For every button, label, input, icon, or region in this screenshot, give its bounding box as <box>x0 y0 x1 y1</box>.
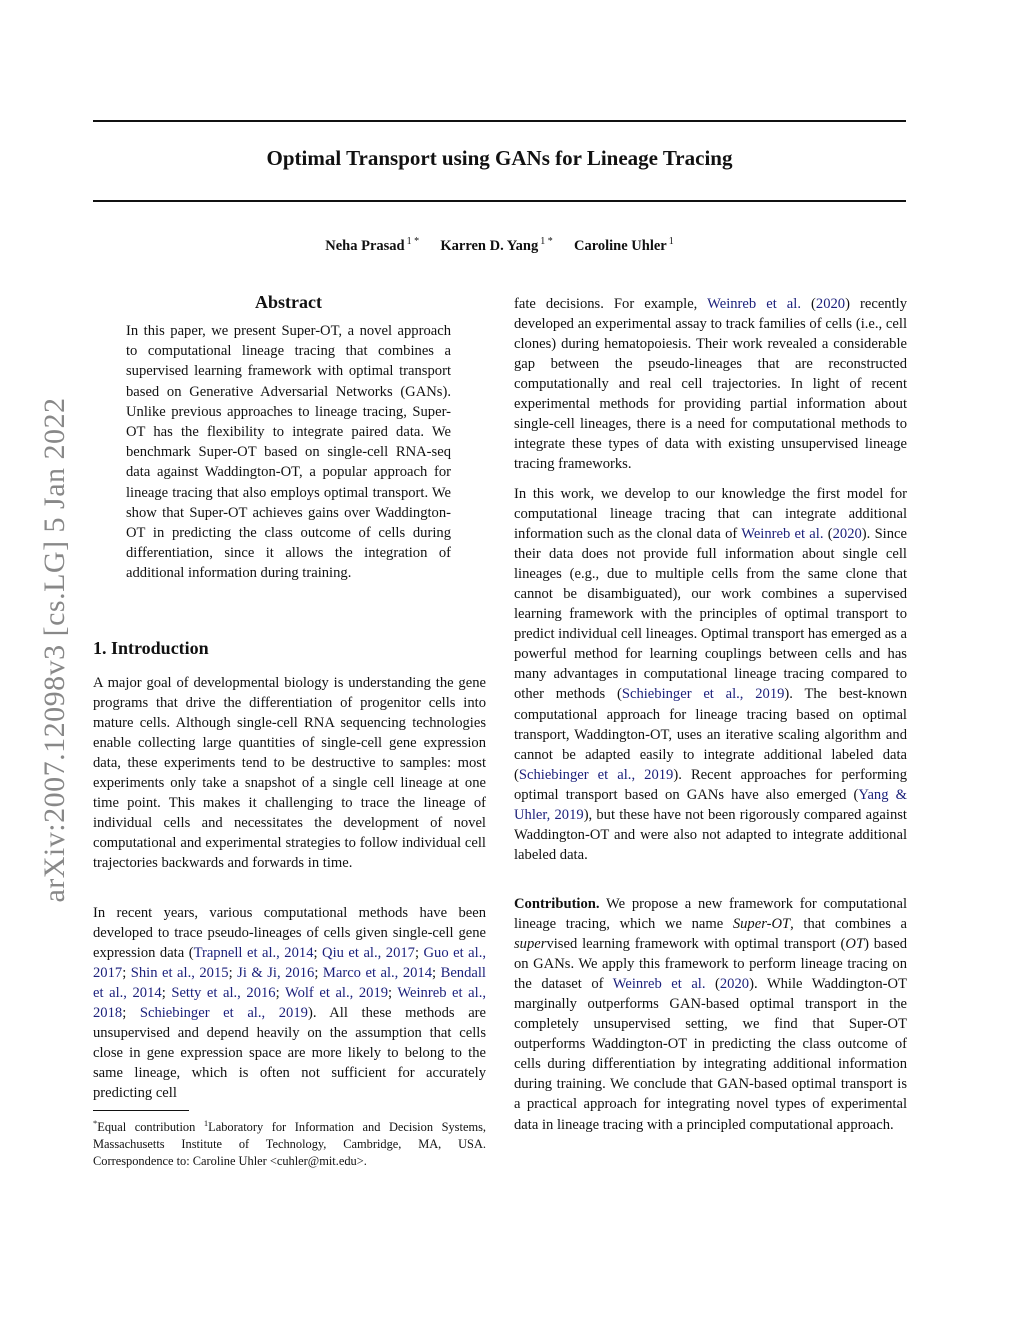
citation-link[interactable]: Wolf et al., 2019 <box>284 985 389 1002</box>
abstract-heading: Abstract <box>255 292 322 312</box>
citation-link[interactable]: Schiebinger et al., 2019 <box>139 1005 308 1022</box>
citation-link[interactable]: Setty et al., 2016 <box>171 985 276 1002</box>
intro-paragraph-3: fate decisions. For example, Weinreb et al. (2020) recently developed an experimental assay to track families of cells (i.e., cell clones) during hematopoiesis. Their work revealed a considerable gap between the pseudo-lineages that are reconstructed computationally and real cell trajectories. In light of recent experimental methods for providing partial information about single-cell lineages, there is a need for computational methods to integrate these types of data with existing unsupervised lineage tracing frameworks. <box>514 296 907 473</box>
citation-link[interactable]: Weinreb et al. <box>707 296 801 312</box>
contribution-label: Contribution. <box>514 896 600 912</box>
citation-link[interactable]: Guo et al., 2017 <box>93 945 486 982</box>
author-affiliation: 1 * <box>406 236 420 247</box>
title-rule-bottom <box>93 200 906 202</box>
paper-title: Optimal Transport using GANs for Lineage Tracing <box>266 146 733 170</box>
author-name: Karren D. Yang <box>440 237 539 254</box>
intro-paragraph-4: In this work, we develop to our knowledge the first model for computational lineage tracing that can integrate additional information such as the clonal data of Weinreb et al. (2020). Since their data does not provide full information about single cell lineages (e.g., due to multiple cells from the same clone that cannot be disambiguated), our work combines a supervised learning framework with the principles of optimal transport to predict individual cell lineages. Optimal transport has emerged as a powerful method for learning couplings between cells and has many advantages in computational lineage tracing compared to other methods (Schiebinger et al., 2019). The best-known computational approach for lineage tracing based on optimal transport, Waddington-OT, uses an iterative scaling algorithm and cannot be adapted easily to integrate additional labeled data (Schiebinger et al., 2019). Recent approaches for performing optimal transport based on GANs have also emerged (Yang & Uhler, 2019), but these have not been rigorously compared against Waddington-OT and were also not adapted to integrate additional labeled data. <box>514 486 907 863</box>
citation-link[interactable]: 2020 <box>832 526 862 543</box>
intro-paragraph-1: A major goal of developmental biology is understanding the gene programs that drive the differentiation of progenitor cells into mature cells. Although single-cell RNA sequencing technologies enable collecting large quantities of single-cell gene expression data, these experiments tend to be destructive to samples: most experiments only take a snapshot of a single cell lineage at one time point. This makes it challenging to trace the lineage of individual cells and necessitates the development of novel computational and experimental strategies to follow individual cell trajectories backwards and forwards in time. <box>93 675 486 872</box>
intro-paragraph-contribution: Contribution. We propose a new framework for computational lineage tracing, which we name Super-OT, that combines a supervised learning framework with optimal transport (OT) based on GANs. We apply this framework to perform lineage tracing on the dataset of Weinreb et al. (2020). While Waddington-OT marginally outperforms GAN-based optimal transport in the completely unsupervised setting, we find that Super-OT outperforms Waddington-OT in predicting the class outcome of cells during differentiation by integrating additional information during training. We conclude that GAN-based optimal transport is a practical approach for integrating novel types of experimental data in lineage tracing with a principled computational approach. <box>514 896 907 1133</box>
citation-link[interactable]: 2020 <box>815 296 846 312</box>
author-affiliation: 1 * <box>540 236 553 247</box>
author-list <box>93 236 906 255</box>
arxiv-stamp: arXiv:2007.12098v3 [cs.LG] 5 Jan 2022 <box>38 397 71 903</box>
intro-paragraph-2: In recent years, various computational methods have been developed to trace pseudo-lineages of cells given single-cell gene expression data (Trapnell et al., 2014; Qiu et al., 2017; Guo et al., 2017; Shin et al., 2015; Ji & Ji, 2016; Marco et al., 2014; Bendall et al., 2014; Setty et al., 2016; Wolf et al., 2019; Weinreb et al., 2018; Schiebinger et al., 2019). All these methods are unsupervised and depend heavily on the assumption that cells close in gene expression space are more likely to belong to the same lineage, which is often not sufficient for accurately predicting cell <box>93 905 487 1102</box>
citation-link[interactable]: Marco et al., 2014 <box>322 965 433 982</box>
title-rule-top <box>93 120 906 122</box>
author-affiliation: 1 <box>668 236 674 247</box>
footnote-rule <box>93 1110 189 1111</box>
citation-link[interactable]: Weinreb et al. <box>741 526 824 543</box>
citation-link[interactable]: Weinreb et al., 2018 <box>93 985 486 1022</box>
author-name: Neha Prasad <box>325 237 405 254</box>
citation-link[interactable]: Ji & Ji, 2016 <box>237 965 315 982</box>
citation-link[interactable]: Qiu et al., 2017 <box>322 945 415 962</box>
citation-link[interactable]: Trapnell et al., 2014 <box>193 945 314 962</box>
citation-link[interactable]: Schiebinger et al., 2019 <box>518 766 674 783</box>
section-heading-introduction: 1. Introduction <box>93 638 209 658</box>
citation-link[interactable]: Bendall et al., 2014 <box>93 965 486 1002</box>
citation-link[interactable]: Weinreb et al. <box>612 976 706 993</box>
citation-link[interactable]: Shin et al., 2015 <box>130 965 229 982</box>
citation-link[interactable]: 2020 <box>719 976 750 993</box>
footnote: *Equal contribution $^1$Laboratory for Information and Decision Systems, Massachusetts Institute of Technology, Cambridge, MA, USA. Correspondence to: Caroline Uhler <cuhler@mit.edu>. <box>93 1118 486 1169</box>
author-name: Caroline Uhler <box>573 237 667 254</box>
citation-link[interactable]: Yang & Uhler, 2019 <box>514 786 907 823</box>
citation-link[interactable]: Schiebinger et al., 2019 <box>621 686 785 703</box>
abstract-text: In this paper, we present Super-OT, a novel approach to computational lineage tracing that combines a supervised learning framework with optimal transport based on Generative Adversarial Networks (GANs). Unlike previous approaches to lineage tracing, Super-OT has the flexibility to integrate paired data. We benchmark Super-OT based on single-cell RNA-seq data against Waddington-OT, a popular approach for lineage tracing that also employs optimal transport. We show that Super-OT achieves gains over Waddington-OT in predicting the class outcome of cells during differentiation, since it allows the integration of additional information during training. <box>126 323 451 582</box>
